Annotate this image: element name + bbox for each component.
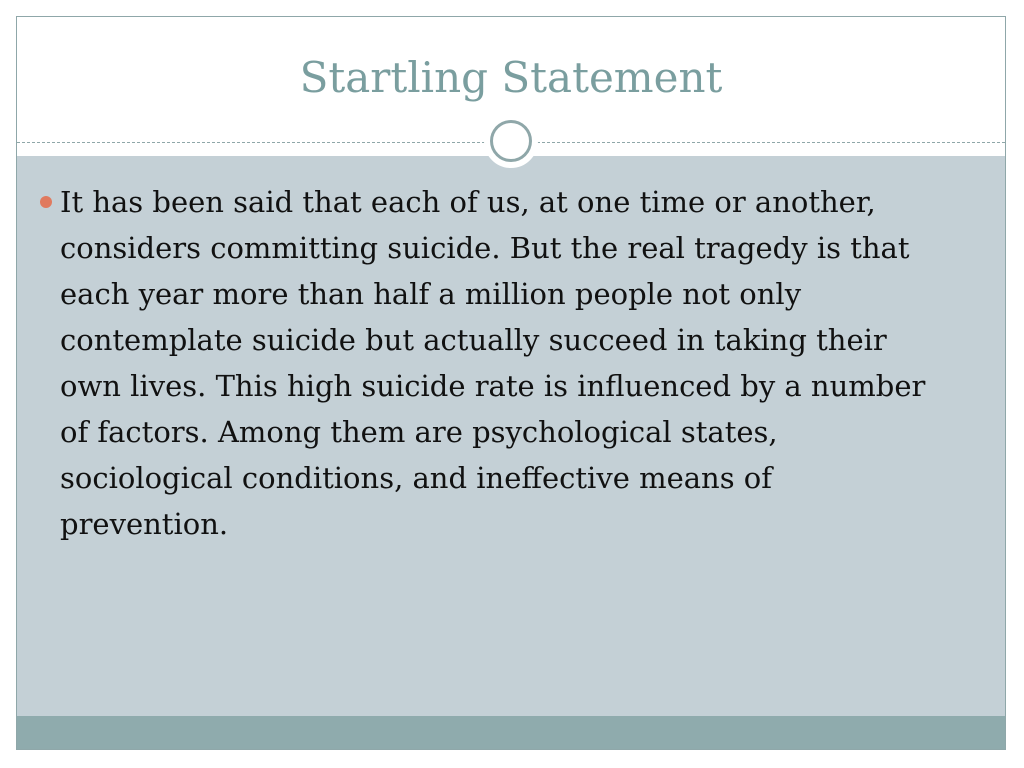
- bullet-list: [40, 179, 940, 547]
- bullet-text: It has been said that each of us, at one time or another, considers committing suicide. But the real tragedy is that each year more than half a million people not only contemplate suicide but actually succeed in taking their own lives. This high suicide rate is influenced by a number of factors. Among them are psychological states, sociological conditions, and ineffective means of prevention.: [60, 185, 926, 541]
- ring-ornament-icon: [484, 114, 538, 168]
- footer-band: [17, 716, 1005, 750]
- slide-title: Startling Statement: [299, 53, 723, 102]
- bullet-item: [40, 179, 940, 547]
- bullet-dot-icon: [40, 196, 52, 208]
- ring-inner: [490, 120, 532, 162]
